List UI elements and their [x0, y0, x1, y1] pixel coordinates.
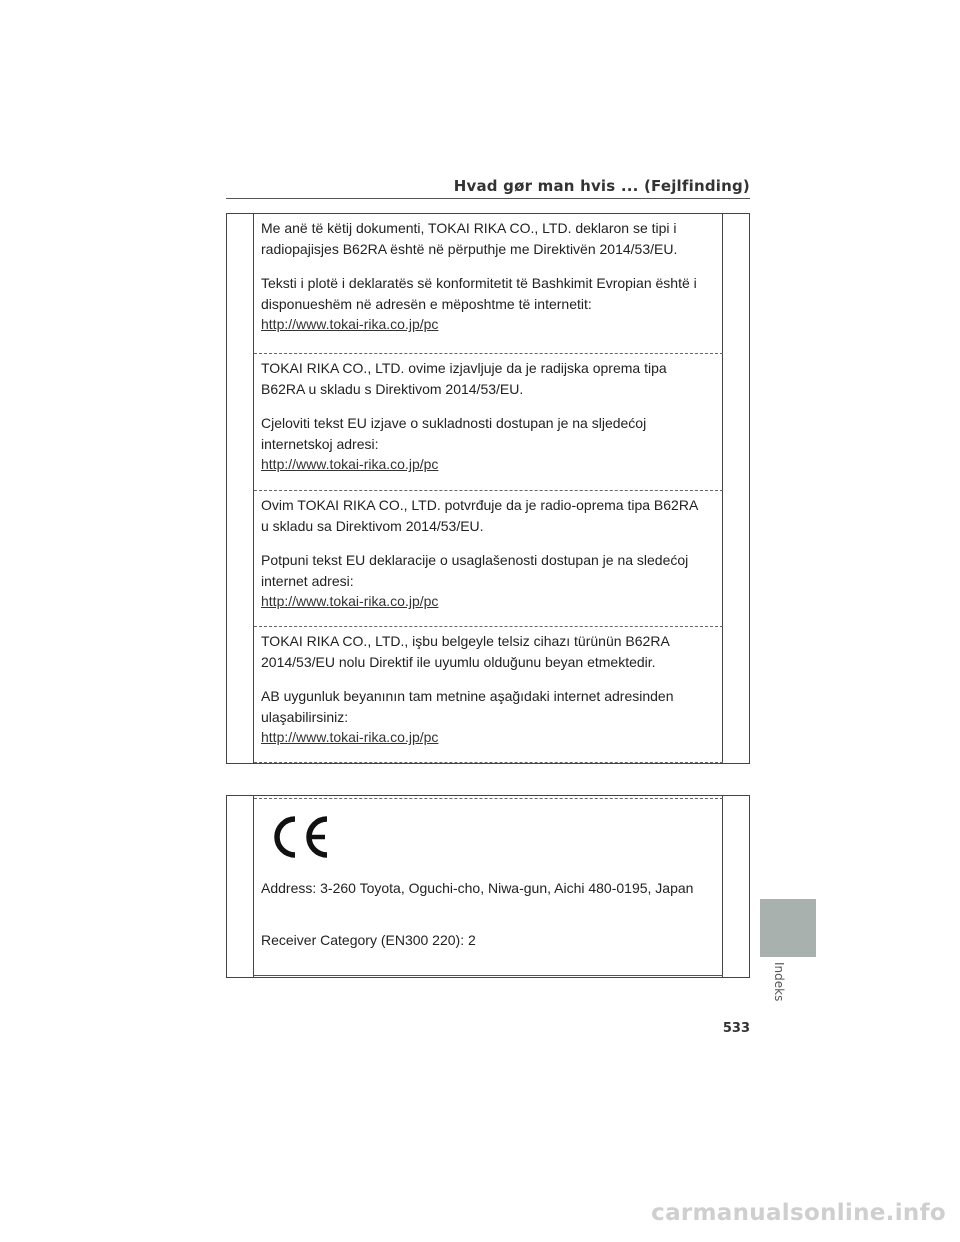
declaration-line: disponueshëm në adresën e mëposhtme të internetit:: [261, 295, 592, 312]
index-side-label: Indeks: [772, 962, 786, 1002]
header-divider: [226, 198, 750, 199]
declaration-line: Cjeloviti tekst EU izjave o sukladnosti dostupan je na sljedećoj: [261, 415, 647, 431]
declaration-line: B62RA u skladu s Direktivom 2014/53/EU.: [261, 380, 524, 397]
declaration-line: internetskoj adresi:: [261, 435, 379, 452]
declaration-line: 2014/53/EU nolu Direktif ile uyumlu olduğunu beyan etmektedir.: [261, 653, 656, 670]
page-number: 533: [722, 1021, 750, 1036]
table-bottom-line: [254, 975, 723, 976]
declaration-line: Teksti i plotë i deklaratës së konformitetit të Bashkimit Evropian është i: [261, 275, 697, 291]
table-right-column-line: [722, 796, 723, 977]
ce-info-table: [226, 795, 750, 978]
table-left-column-line: [253, 796, 254, 977]
declaration-serbian: [254, 491, 723, 627]
watermark-text: carmanualsonline.info: [651, 1200, 946, 1226]
declaration-url-link[interactable]: http://www.tokai-rika.co.jp/pc: [261, 729, 439, 745]
declaration-url-link[interactable]: http://www.tokai-rika.co.jp/pc: [261, 456, 439, 472]
declaration-url-link[interactable]: http://www.tokai-rika.co.jp/pc: [261, 316, 439, 332]
declaration-line: TOKAI RIKA CO., LTD. ovime izjavljuje da je radijska oprema tipa: [261, 360, 667, 376]
receiver-category: Receiver Category (EN300 220): 2: [261, 932, 476, 948]
declarations-table: [226, 213, 750, 764]
declaration-line: TOKAI RIKA CO., LTD., işbu belgeyle telsiz cihazı türünün B62RA: [261, 633, 670, 649]
declaration-line: ulaşabilirsiniz:: [261, 708, 349, 725]
declaration-line: Potpuni tekst EU deklaracije o usaglašenosti dostupan je na sledećoj: [261, 552, 689, 568]
declaration-line: u skladu sa Direktivom 2014/53/EU.: [261, 517, 484, 534]
declaration-url-link[interactable]: http://www.tokai-rika.co.jp/pc: [261, 593, 439, 609]
manufacturer-address: Address: 3-260 Toyota, Oguchi-cho, Niwa-gun, Aichi 480-0195, Japan: [261, 880, 694, 896]
page-header-title: Hvad gør man hvis ... (Fejlfinding): [453, 177, 750, 195]
declaration-turkish: [254, 627, 723, 763]
declaration-line: internet adresi:: [261, 572, 354, 589]
table-top-dashed-line: [254, 798, 723, 799]
ce-mark-icon: [269, 814, 333, 860]
declaration-croatian: [254, 354, 723, 491]
declaration-line: radiopajisjes B62RA është në përputhje me Direktivën 2014/53/EU.: [261, 240, 678, 257]
declaration-line: Me anë të këtij dokumenti, TOKAI RIKA CO., LTD. deklaron se tipi i: [261, 220, 677, 236]
declaration-albanian: [254, 214, 723, 354]
declaration-line: Ovim TOKAI RIKA CO., LTD. potvrđuje da je radio-oprema tipa B62RA: [261, 497, 699, 513]
declaration-line: AB uygunluk beyanının tam metnine aşağıdaki internet adresinden: [261, 688, 674, 704]
index-side-tab[interactable]: [760, 899, 816, 957]
